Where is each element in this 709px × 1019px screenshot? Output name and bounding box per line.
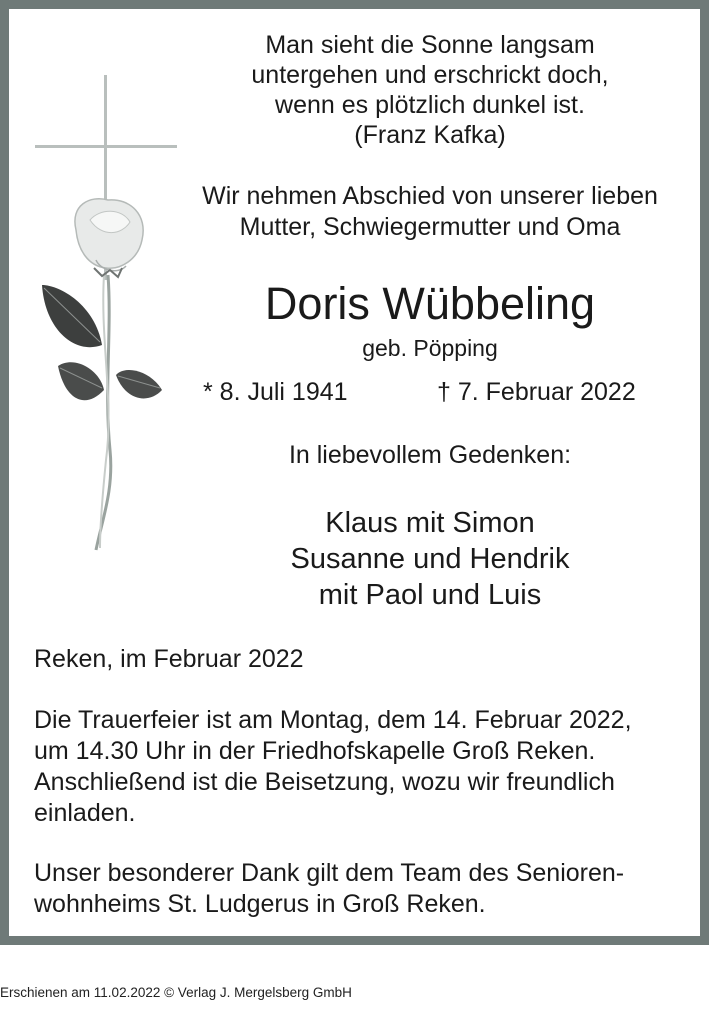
ceremony-info xyxy=(34,705,694,829)
place-date-text: Reken, im Februar 2022 xyxy=(34,645,304,673)
ceremony-line: einladen. xyxy=(34,799,136,827)
farewell-text xyxy=(160,181,700,243)
quote-line: Man sieht die Sonne langsam xyxy=(265,31,595,59)
mourner-line: Susanne und Hendrik xyxy=(290,543,570,575)
thanks-text xyxy=(34,858,694,920)
deceased-name: Doris Wübbeling xyxy=(264,278,596,329)
birth-date: * 8. Juli 1941 xyxy=(203,378,348,406)
death-date: † 7. Februar 2022 xyxy=(437,378,636,406)
mourner-line: mit Paol und Luis xyxy=(318,579,542,611)
thanks-line: Unser besonderer Dank gilt dem Team des Senioren- xyxy=(34,859,625,887)
mourners-list xyxy=(160,505,700,613)
ceremony-line: um 14.30 Uhr in der Friedhofskapelle Groß Reken. xyxy=(34,737,596,765)
maiden-name: geb. Pöpping xyxy=(362,335,498,361)
quote-author: (Franz Kafka) xyxy=(354,121,506,149)
memory-heading: In liebevollem Gedenken: xyxy=(288,441,572,469)
ceremony-line: Die Trauerfeier ist am Montag, dem 14. Februar 2022, xyxy=(34,706,632,734)
place-date xyxy=(34,644,694,675)
publication-footer: Erschienen am 11.02.2022 © Verlag J. Mergelsberg GmbH xyxy=(0,985,352,1000)
kafka-quote xyxy=(160,30,700,150)
quote-line: untergehen und erschrickt doch, xyxy=(251,61,609,89)
farewell-line: Wir nehmen Abschied von unserer lieben xyxy=(202,182,658,210)
farewell-line: Mutter, Schwiegermutter und Oma xyxy=(239,213,621,241)
thanks-line: wohnheims St. Ludgerus in Groß Reken. xyxy=(34,890,486,918)
quote-line: wenn es plötzlich dunkel ist. xyxy=(275,91,585,119)
cross-with-rose-icon xyxy=(30,70,180,560)
life-dates xyxy=(160,376,700,408)
ceremony-line: Anschließend ist die Beisetzung, wozu wir freundlich xyxy=(34,768,615,796)
mourner-line: Klaus mit Simon xyxy=(325,507,535,539)
